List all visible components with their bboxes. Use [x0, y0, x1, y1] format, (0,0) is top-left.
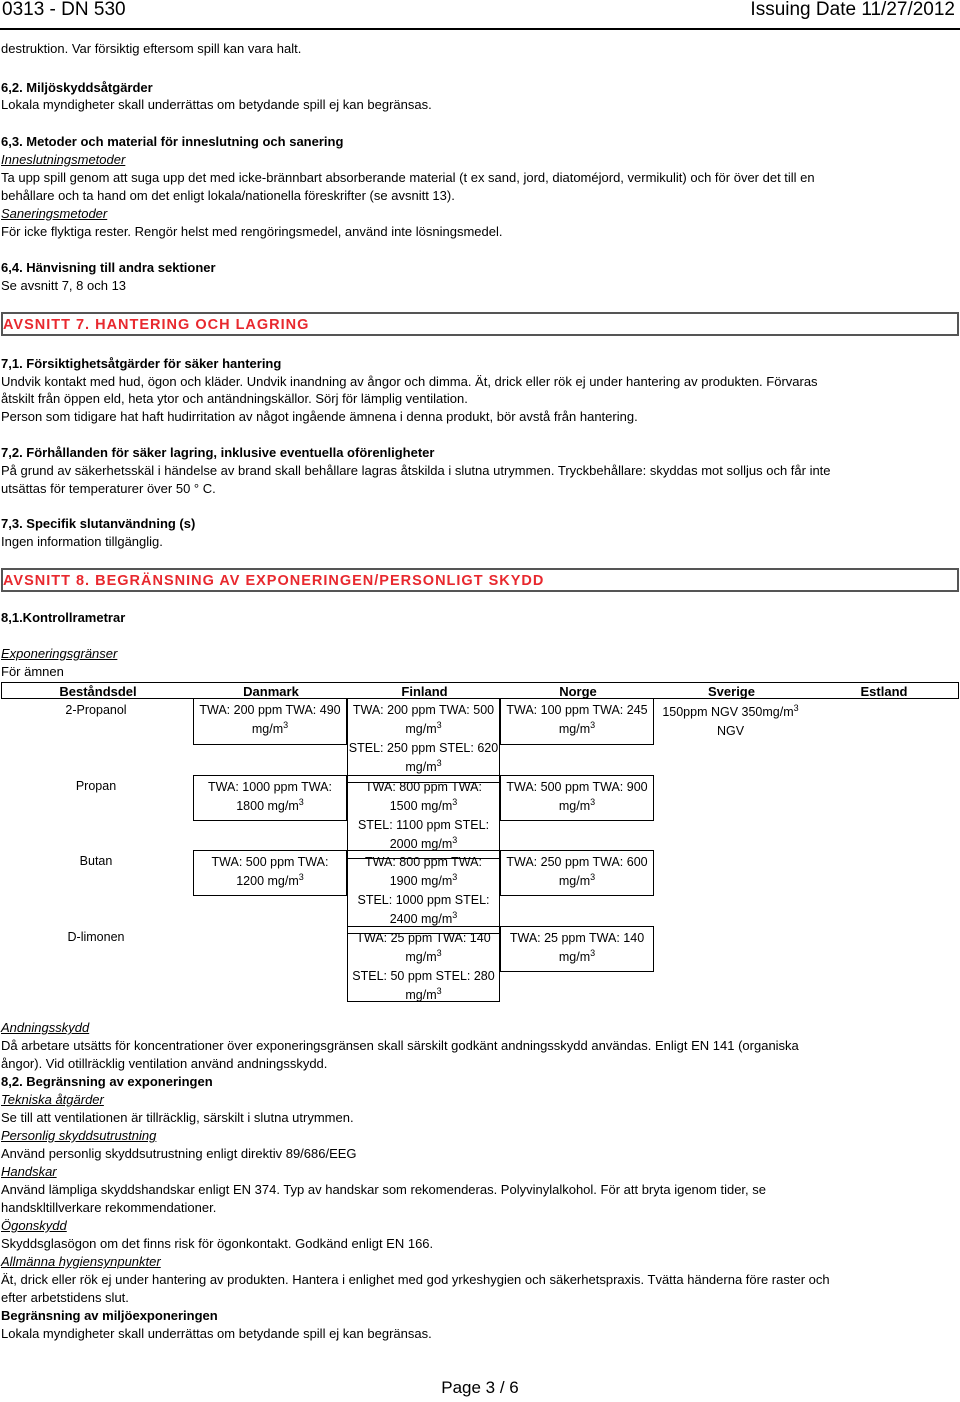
table-cell: [500, 926, 654, 972]
cell-unit: $mg/m^3$: [558, 872, 596, 888]
table-header-row: [1, 682, 959, 699]
table-cell: [193, 775, 347, 821]
paragraph-line: Se till att ventilationen är tillräcklig, särskilt i slutna utrymmen.: [1, 1110, 354, 1125]
table-cell: [654, 699, 807, 745]
cell-line: TWA: 200 ppm TWA: 500: [352, 703, 495, 717]
cell-line: TWA: 100 ppm TWA: 245: [506, 703, 648, 717]
table-cell: [193, 699, 347, 745]
section-7-1-title: 7,1. Försiktighetsåtgärder för säker hantering: [1, 356, 282, 371]
cell-unit: 2400 $mg/m^3$: [389, 910, 458, 926]
section-7-title: AVSNITT 7. HANTERING OCH LAGRING: [3, 317, 310, 333]
header-divider: [0, 28, 960, 30]
paragraph-line: Använd lämpliga skyddshandskar enligt EN 374. Typ av handskar som rekomenderas. Polyvinylalkohol. För att bryta igenom tider, se: [1, 1182, 766, 1197]
cell-unit: $mg/m^3$: [558, 720, 596, 736]
exposure-limits-subtitle: Exponeringsgränser: [1, 646, 118, 661]
paragraph-line: behållare och ta hand om det enligt lokala/nationella föreskrifter (se avsnitt 13).: [1, 188, 455, 203]
page-header: [0, 0, 960, 26]
table-cell: [347, 775, 500, 859]
containment-methods-subtitle: Inneslutningsmetoder: [1, 152, 126, 167]
cell-unit: 1900 $mg/m^3$: [389, 872, 458, 888]
column-header: Beståndsdel: [59, 684, 137, 699]
table-cell: [500, 850, 654, 896]
paragraph-line: efter arbetstidens slut.: [1, 1290, 129, 1305]
section-6-4-text: Se avsnitt 7, 8 och 13: [1, 278, 127, 293]
paragraph-line: För icke flyktiga rester. Rengör helst med rengöringsmedel, använd inte lösningsmedel.: [1, 224, 503, 239]
paragraph-line: På grund av säkerhetsskäl i händelse av brand skall behållare lagras åtskilda i slutna utrymmen. Tryckbehållare: skyddas mot solljus och får inte: [1, 463, 831, 478]
cell-unit: $mg/m^3$: [558, 948, 596, 964]
cell-line: TWA: 800 ppm TWA:: [365, 855, 482, 869]
section-6-3-title: 6,3. Metoder och material för inneslutning och sanering: [1, 134, 344, 149]
cell-line: TWA: 500 ppm TWA:: [211, 855, 329, 869]
cell-line: NGV: [716, 724, 745, 738]
cell-line: TWA: 500 ppm TWA: 900: [506, 780, 648, 794]
table-row-name: Butan: [79, 854, 113, 868]
cell-line: TWA: 1000 ppm TWA:: [208, 780, 332, 794]
cell-line: STEL: 250 ppm STEL: 620: [348, 741, 499, 755]
table-row-name: 2-Propanol: [65, 703, 127, 717]
paragraph-line: handskltillverkare rekommendationer.: [1, 1200, 217, 1215]
column-header: Danmark: [243, 684, 299, 699]
section-6-2-text: Lokala myndigheter skall underrättas om betydande spill ej kan begränsas.: [1, 97, 432, 112]
paragraph-line: Person som tidigare hat haft hudirritation av något ingående ämnena i denna produkt, bör avstå från hantering.: [1, 409, 638, 424]
cell-unit: $mg/m^3$: [251, 720, 289, 736]
column-header: Sverige: [708, 684, 755, 699]
section-8-header: [1, 568, 959, 592]
cell-line: TWA: 25 ppm TWA: 140: [356, 931, 491, 945]
column-header: Estland: [860, 684, 908, 699]
gloves-subtitle: Handskar: [1, 1164, 57, 1179]
cell-line: TWA: 25 ppm TWA: 140: [509, 931, 645, 945]
section-7-3-text: Ingen information tillgänglig.: [1, 534, 163, 549]
section-6-4-title: 6,4. Hänvisning till andra sektioner: [1, 260, 216, 275]
table-cell: [500, 775, 654, 821]
cell-unit: 1200 $mg/m^3$: [236, 872, 304, 888]
paragraph-line: utsättas för temperaturer över 50 ° C.: [1, 481, 216, 496]
cell-unit: $mg/m^3$: [405, 720, 442, 736]
section-6-2-title: 6,2. Miljöskyddsåtgärder: [1, 80, 153, 95]
cell-unit: 1500 $mg/m^3$: [389, 797, 458, 813]
paragraph-line: Då arbetare utsätts för koncentrationer över exponeringsgränsen skall särskilt godkänt andningsskydd användas. Enligt EN 141 (organiska: [1, 1038, 799, 1053]
table-cell: [347, 699, 500, 783]
table-row-name: Propan: [75, 779, 117, 793]
section-7-2-title: 7,2. Förhållanden för säker lagring, inklusive eventuella oförenligheter: [1, 445, 435, 460]
cell-line: STEL: 50 ppm STEL: 280: [352, 969, 495, 983]
cell-line: 150ppm NGV $350mg/m^3$: [662, 703, 799, 719]
section-7-header: [1, 312, 959, 336]
table-cell: [500, 699, 654, 745]
table-row-name: D-limonen: [67, 930, 125, 944]
cell-line: TWA: 250 ppm TWA: 600: [506, 855, 648, 869]
cell-unit: $mg/m^3$: [405, 948, 442, 964]
table-cell: [193, 850, 347, 896]
paragraph-line: åtskilt från öppen eld, heta ytor och antändningskällor. Sörj för lämplig ventilation.: [1, 391, 468, 406]
paragraph-line: Ta upp spill genom att suga upp det med icke-brännbart absorberande material (t ex sand, jord, diatoméjord, vermikulit) och för över det till en: [1, 170, 815, 185]
table-cell: [347, 926, 500, 1002]
cell-line: TWA: 800 ppm TWA:: [365, 780, 482, 794]
section-8-1-title: 8,1.Kontrollrametrar: [1, 610, 126, 625]
paragraph-line: Lokala myndigheter skall underrättas om betydande spill ej kan begränsas.: [1, 1326, 432, 1341]
section-7-3-title: 7,3. Specifik slutanvändning (s): [1, 516, 196, 531]
cell-unit: 1800 $mg/m^3$: [236, 797, 304, 813]
paragraph-line: destruktion. Var försiktig eftersom spill kan vara halt.: [1, 41, 302, 56]
respiratory-protection-subtitle: Andningsskydd: [1, 1020, 90, 1035]
cell-line: STEL: 1000 ppm STEL:: [357, 893, 490, 907]
paragraph-line: Skyddsglasögon om det finns risk för ögonkontakt. Godkänd enligt EN 166.: [1, 1236, 434, 1251]
section-8-title: AVSNITT 8. BEGRÄNSNING AV EXPONERINGEN/PERSONLIGT SKYDD: [3, 573, 545, 589]
cell-unit: 2000 $mg/m^3$: [389, 835, 458, 851]
issuing-date: Issuing Date 11/27/2012: [750, 0, 955, 20]
product-code: 0313 - DN 530: [2, 0, 126, 20]
ppe-subtitle: Personlig skyddsutrustning: [1, 1128, 157, 1143]
paragraph-line: Undvik kontakt med hud, ögon och kläder. Undvik inandning av ångor och dimma. Ät, drick eller rök ej under hantering av produkten. Förvaras: [1, 374, 818, 389]
cell-line: TWA: 200 ppm TWA: 490: [199, 703, 341, 717]
page-number: Page 3 / 6: [441, 1378, 519, 1397]
eye-protection-subtitle: Ögonskydd: [1, 1218, 67, 1233]
hygiene-subtitle: Allmänna hygiensynpunkter: [1, 1254, 161, 1269]
cell-line: STEL: 1100 ppm STEL:: [357, 818, 490, 832]
column-header: Norge: [559, 684, 597, 699]
paragraph-line: Använd personlig skyddsutrustning enligt direktiv 89/686/EEG: [1, 1146, 357, 1161]
section-8-2-title: 8,2. Begränsning av exponeringen: [1, 1074, 213, 1089]
cell-unit: $mg/m^3$: [405, 758, 442, 774]
paragraph-line: ångor). Vid otillräcklig ventilation använd andningsskydd.: [1, 1056, 328, 1071]
cell-unit: $mg/m^3$: [405, 986, 442, 1002]
technical-measures-subtitle: Tekniska åtgärder: [1, 1092, 104, 1107]
cell-unit: $mg/m^3$: [558, 797, 596, 813]
column-header: Finland: [401, 684, 448, 699]
for-substances-label: För ämnen: [1, 664, 64, 679]
table-cell: [347, 850, 500, 934]
paragraph-line: Ät, drick eller rök ej under hantering av produkten. Hantera i enlighet med god yrkeshygien och säkerhetspraxis. Tvätta händerna före raster och: [1, 1272, 830, 1287]
environmental-exposure-title: Begränsning av miljöexponeringen: [1, 1308, 218, 1323]
cleanup-methods-subtitle: Saneringsmetoder: [1, 206, 108, 221]
